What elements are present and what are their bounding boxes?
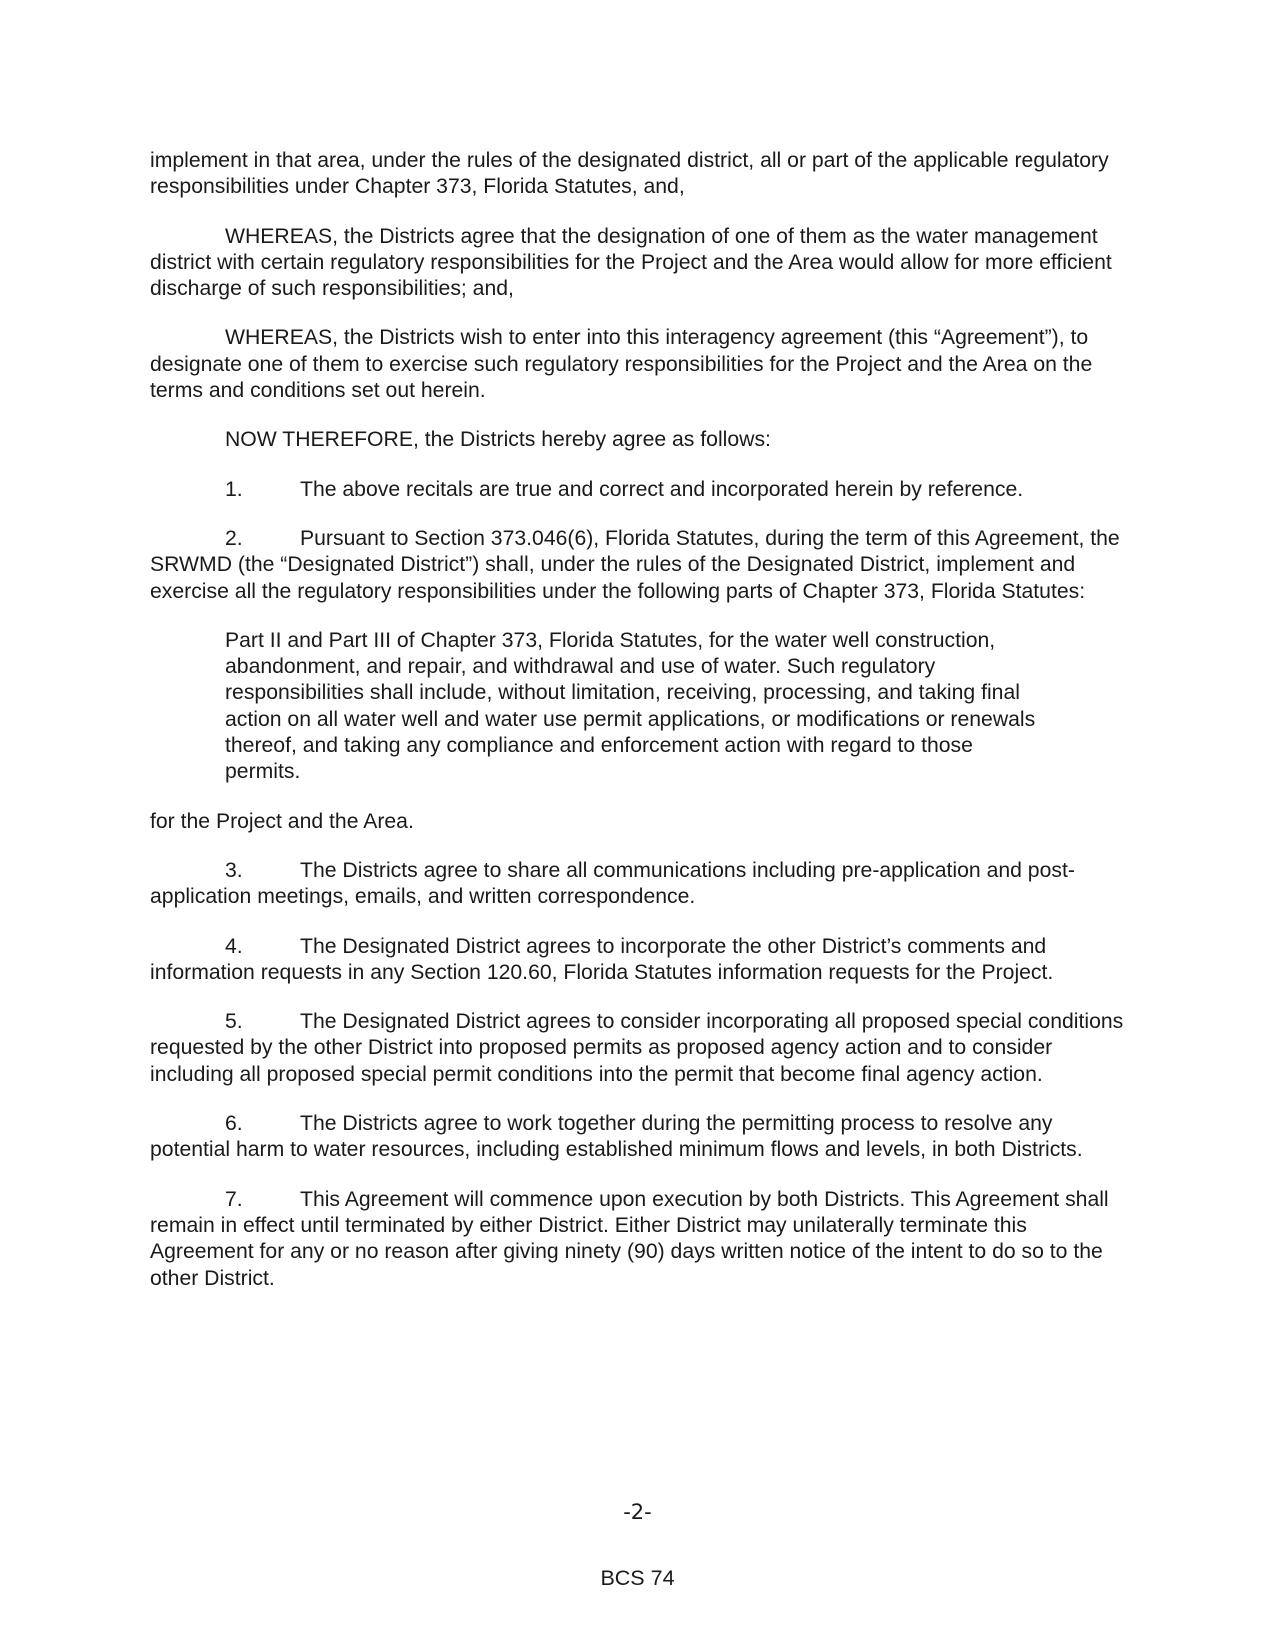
paragraph-continuation: implement in that area, under the rules of the designated district, all or part of the applicable regulatory responsibilities under Chapter 373, Florida Statutes, and, — [150, 149, 1109, 199]
now-therefore-paragraph: NOW THEREFORE, the Districts hereby agree as follows: — [225, 428, 771, 452]
item-text: The above recitals are true and correct and incorporated herein by reference. — [300, 477, 1024, 501]
numbered-item-3 — [150, 858, 1135, 911]
item-number: 4. — [225, 934, 243, 958]
numbered-item-7 — [150, 1187, 1135, 1292]
item-text: Pursuant to Section 373.046(6), Florida Statutes, during the term of this Agreement, the SRWMD (the “Designated District”) shall, under the rules of the Designated District, implement and exercise all the regulatory responsibilities under the following parts of Chapter 373, Florida Statutes: — [150, 526, 1120, 603]
item-text: This Agreement will commence upon execution by both Districts. This Agreement shall remain in effect until terminated by either District. Either District may unilaterally terminate this Agreement for any or no reason after giving ninety (90) days written notice of the intent to do so to the other District. — [150, 1187, 1109, 1290]
item-number: 3. — [225, 858, 243, 882]
numbered-item-5 — [150, 1009, 1135, 1088]
numbered-item-4 — [150, 934, 1135, 987]
whereas-paragraph-1: WHEREAS, the Districts agree that the designation of one of them as the water management district with certain regulatory responsibilities for the Project and the Area would allow for more efficient discharge of such responsibilities; and, — [150, 224, 1112, 301]
item-number: 2. — [225, 526, 243, 550]
document-body — [150, 148, 1135, 1315]
numbered-item-2 — [150, 526, 1135, 605]
item-number: 7. — [225, 1187, 243, 1211]
whereas-paragraph-2: WHEREAS, the Districts wish to enter into this interagency agreement (this “Agreement”), to designate one of them to exercise such regulatory responsibilities for the Project and the Area on the terms and conditions set out herein. — [150, 326, 1093, 403]
page-number: -2- — [623, 1500, 652, 1524]
item-text: The Designated District agrees to incorporate the other District’s comments and information requests in any Section 120.60, Florida Statutes information requests for the Project. — [150, 934, 1054, 984]
item-number: 5. — [225, 1010, 243, 1034]
item-number: 6. — [225, 1112, 243, 1136]
after-block-text: for the Project and the Area. — [150, 809, 414, 833]
block-quote: Part II and Part III of Chapter 373, Florida Statutes, for the water well construction, abandonment, and repair, and withdrawal and use of water. Such regulatory responsibilities shall include, without limitation, receiving, processing, and taking final action on all water well and water use permit applications, or modifications or renewals thereof, and taking any compliance and enforcement action with regard to those permits. — [225, 628, 1036, 784]
numbered-item-6 — [150, 1111, 1135, 1164]
numbered-item-1 — [150, 477, 1135, 503]
item-text: The Districts agree to share all communications including pre-application and post-application meetings, emails, and written correspondence. — [150, 858, 1075, 909]
bates-number: BCS 74 — [600, 1566, 675, 1590]
item-text: The Designated District agrees to consider incorporating all proposed special conditions requested by the other District into proposed permits as proposed agency action and to consider including all proposed special permit conditions into the permit that become final agency action. — [150, 1010, 1124, 1086]
item-text: The Districts agree to work together during the permitting process to resolve any potential harm to water resources, including established minimum flows and levels, in both Districts. — [150, 1112, 1083, 1162]
item-number: 1. — [225, 477, 243, 501]
